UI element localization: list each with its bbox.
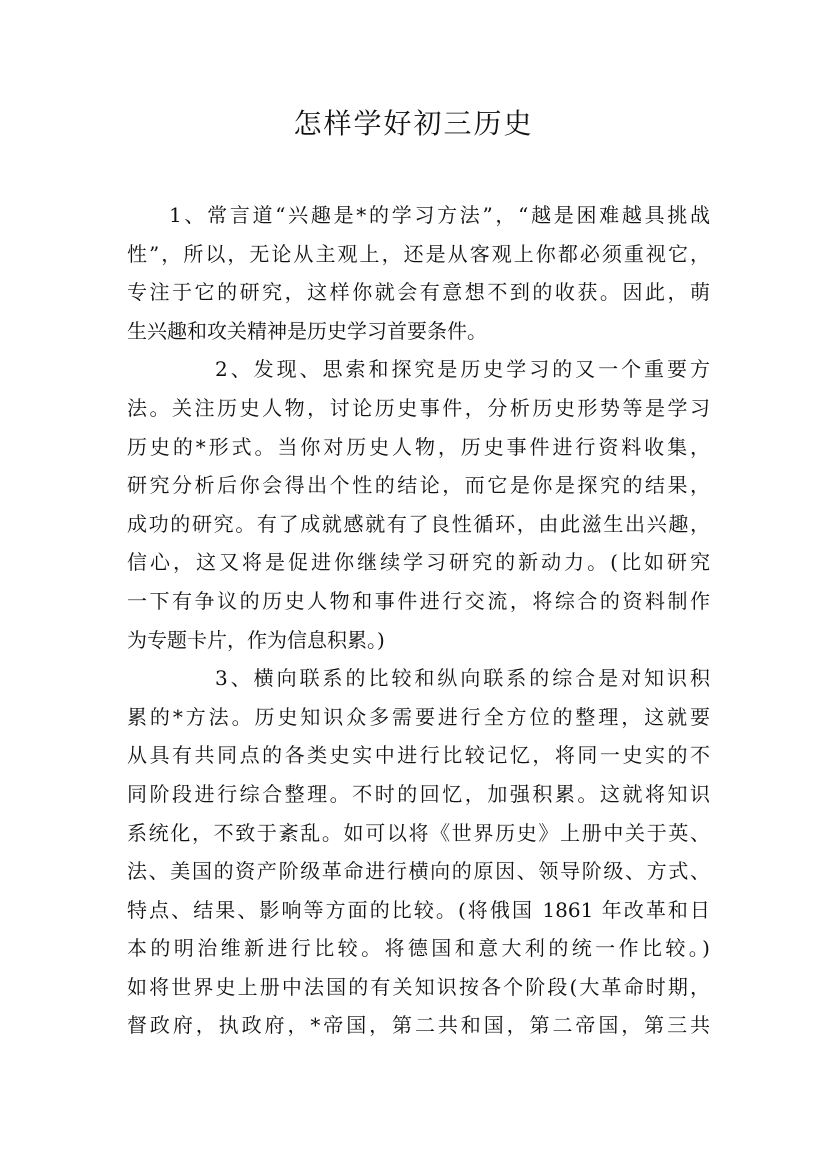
paragraph-2-line-8: 为专题卡片，作为信息积累。) — [127, 627, 385, 652]
paragraph-2-line-6: 信心，这又将是促进你继续学习研究的新动力。(比如研究 — [127, 550, 710, 575]
paragraph-1-line-3: 专注于它的研究，这样你就会有意想不到的收获。因此，萌 — [127, 280, 710, 305]
paragraph-3-line-4: 同阶段进行综合整理。不时的回忆，加强积累。这就将知识 — [127, 781, 710, 806]
paragraph-2-line-1: 2、发现、思索和探究是历史学习的又一个重要方 — [215, 357, 710, 382]
paragraph-3-line-1: 3、横向联系的比较和纵向联系的综合是对知识积 — [215, 666, 710, 691]
paragraph-2-line-2: 法。关注历史人物，讨论历史事件，分析历史形势等是学习 — [127, 395, 710, 420]
paragraph-3-line-10: 督政府，执政府，*帝国，第二共和国，第二帝国，第三共 — [127, 1013, 710, 1038]
paragraph-2-line-5: 成功的研究。有了成就感就有了良性循环，由此滋生出兴趣， — [127, 511, 710, 536]
paragraph-3-line-6: 法、美国的资产阶级革命进行横向的原因、领导阶级、方式、 — [127, 859, 710, 884]
paragraph-3-line-8: 本的明治维新进行比较。将德国和意大利的统一作比较。) — [127, 936, 710, 961]
paragraph-3-line-2: 累的*方法。历史知识众多需要进行全方位的整理，这就要 — [127, 704, 710, 729]
paragraph-2-line-4: 研究分析后你会得出个性的结论，而它是你是探究的结果， — [127, 473, 710, 498]
paragraph-3-line-9: 如将世界史上册中法国的有关知识按各个阶段(大革命时期， — [127, 974, 710, 999]
paragraph-1-line-1: 1、常言道“兴趣是*的学习方法”，“越是困难越具挑战 — [169, 203, 710, 227]
paragraph-3-line-7: 特点、结果、影响等方面的比较。(将俄国 1861 年改革和日 — [127, 897, 710, 922]
paragraph-3-line-3: 从具有共同点的各类史实中进行比较记忆，将同一史实的不 — [127, 743, 710, 768]
document-body — [127, 196, 710, 1045]
document-title: 怎样学好初三历史 — [293, 107, 534, 140]
paragraph-1-line-4: 生兴趣和攻关精神是历史学习首要条件。 — [127, 318, 487, 343]
paragraph-3-line-5: 系统化，不致于紊乱。如可以将《世界历史》上册中关于英、 — [127, 820, 710, 845]
paragraph-1-line-2: 性”，所以，无论从主观上，还是从客观上你都必须重视它， — [127, 241, 710, 266]
paragraph-2-line-7: 一下有争议的历史人物和事件进行交流，将综合的资料制作 — [127, 588, 710, 613]
paragraph-2-line-3: 历史的*形式。当你对历史人物，历史事件进行资料收集， — [127, 434, 710, 459]
